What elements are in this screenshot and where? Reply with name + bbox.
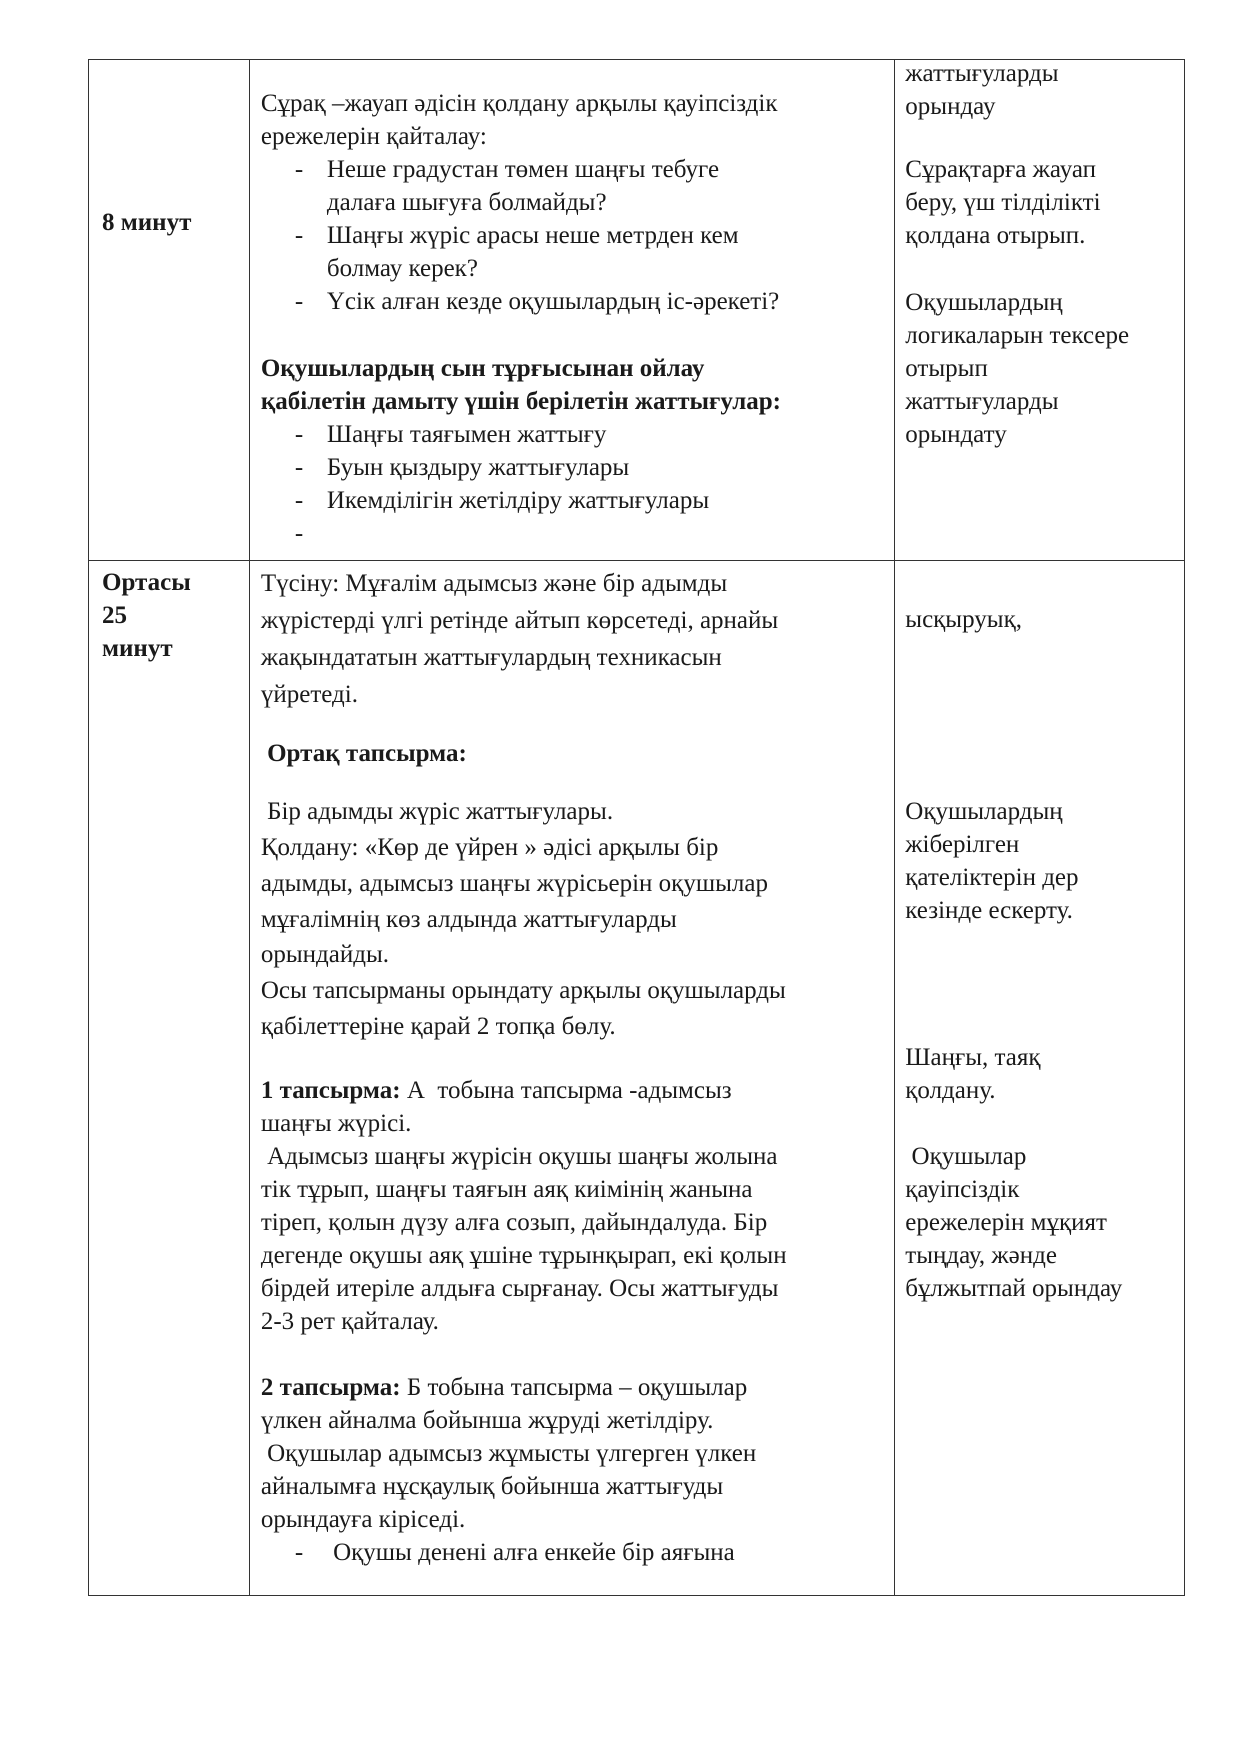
note-line: ережелерін мұқият bbox=[905, 1209, 1107, 1236]
task2-text: Б тобына тапсырма – оқушылар bbox=[400, 1374, 748, 1401]
common-task-heading: Ортақ тапсырма: bbox=[260, 740, 467, 767]
text-line: Оқушылар адымсыз жұмысты үлгерген үлкен bbox=[260, 1440, 757, 1467]
note-line: жаттығуларды bbox=[905, 60, 1059, 87]
note-line: тыңдау, жәнде bbox=[905, 1242, 1057, 1269]
text-line: Осы тапсырманы орындату арқылы оқушыларды bbox=[260, 977, 786, 1004]
text-line: жүрістерді үлгі ретінде айтып көрсетеді, арнайы bbox=[260, 607, 779, 634]
note-line: Шаңғы, таяқ bbox=[905, 1044, 1041, 1071]
text-line: адымды, адымсыз шаңғы жүрісьерін оқушылар bbox=[260, 870, 768, 897]
text-line: үлкен айналма бойынша жұруді жетілдіру. bbox=[260, 1407, 714, 1434]
note-line: жаттығуларды bbox=[905, 388, 1059, 415]
note-line: логикаларын тексере bbox=[905, 322, 1130, 349]
text-line: тік тұрып, шаңғы таяғын аяқ киімінің жанына bbox=[260, 1176, 753, 1203]
exercise-item: Буын қыздыру жаттығулары bbox=[326, 454, 630, 481]
question-line: далаға шығуға болмайды? bbox=[326, 189, 607, 216]
note-line: Сұрақтарға жауап bbox=[905, 156, 1097, 183]
list-dash: - bbox=[294, 1539, 304, 1566]
text-line: айналымға нұсқаулық бойынша жаттығуды bbox=[260, 1473, 724, 1500]
text-line: үйретеді. bbox=[260, 681, 358, 708]
note-line: Оқушылар bbox=[905, 1143, 1027, 1170]
task1-text: А тобына тапсырма -адымсыз bbox=[400, 1077, 732, 1104]
list-dash: - bbox=[294, 454, 304, 481]
task2-line bbox=[261, 1371, 747, 1404]
exercise-heading: қабілетін дамыту үшін берілетін жаттығулар: bbox=[260, 388, 781, 415]
table-row bbox=[88, 561, 1185, 1596]
note-line: бұлжытпай орындау bbox=[905, 1275, 1123, 1302]
text-line: 2-3 рет қайталау. bbox=[260, 1308, 439, 1335]
text-line: мұғалімнің көз алдында жаттығуларды bbox=[260, 906, 677, 933]
note-line: қолдана отырып. bbox=[905, 222, 1086, 249]
note-line: кезінде ескерту. bbox=[905, 897, 1073, 924]
exercise-item: Икемділігін жетілдіру жаттығулары bbox=[326, 487, 710, 514]
question-line: болмау керек? bbox=[326, 255, 478, 282]
activity-cell bbox=[250, 60, 895, 560]
text-line: шаңғы жүрісі. bbox=[260, 1110, 412, 1137]
note-line: беру, үш тілділікті bbox=[905, 189, 1101, 216]
list-dash: - bbox=[294, 520, 304, 547]
text-line: орындайды. bbox=[260, 941, 389, 968]
table-row bbox=[88, 59, 1185, 561]
time-cell bbox=[89, 60, 250, 560]
note-line: қолдану. bbox=[905, 1077, 996, 1104]
intro-line: Сұрақ –жауап әдісін қолдану арқылы қауіпсіздік bbox=[260, 90, 778, 117]
text-line: Адымсыз шаңғы жүрісін оқушы шаңғы жолына bbox=[260, 1143, 778, 1170]
note-line: жіберілген bbox=[905, 831, 1020, 858]
lesson-plan-table bbox=[88, 59, 1185, 1596]
text-line: дегенде оқушы аяқ ұшіне тұрынқырап, екі қолын bbox=[260, 1242, 787, 1269]
intro-line: ережелерін қайталау: bbox=[260, 123, 487, 150]
list-dash: - bbox=[294, 487, 304, 514]
list-dash: - bbox=[294, 288, 304, 315]
note-line: орындату bbox=[905, 421, 1007, 448]
text-line: қабілеттеріне қарай 2 топқа бөлу. bbox=[260, 1013, 616, 1040]
note-line: қауіпсіздік bbox=[905, 1176, 1020, 1203]
text-line: тіреп, қолын дүзу алға созып, дайындалуда. Бір bbox=[260, 1209, 768, 1236]
text-line: жақындататын жаттығулардың техникасын bbox=[260, 644, 722, 671]
list-dash: - bbox=[294, 222, 304, 249]
list-dash: - bbox=[294, 156, 304, 183]
note-line: қателіктерін дер bbox=[905, 864, 1079, 891]
task2-label: 2 тапсырма: bbox=[260, 1374, 401, 1401]
note-line: орындау bbox=[905, 93, 996, 120]
question-line: Неше градустан төмен шаңғы тебуге bbox=[326, 156, 720, 183]
task1-line bbox=[261, 1074, 732, 1107]
resource-cell bbox=[895, 561, 1185, 1595]
time-cell bbox=[89, 561, 250, 1595]
list-item: Оқушы денені алға енкейе бір аяғына bbox=[326, 1539, 735, 1566]
time-label: минут bbox=[102, 635, 173, 662]
note-line: Оқушылардың bbox=[905, 289, 1063, 316]
text-line: бірдей итеріле алдыға сырғанау. Осы жаттығуды bbox=[260, 1275, 779, 1302]
list-dash: - bbox=[294, 421, 304, 448]
time-label: 8 минут bbox=[102, 209, 192, 236]
exercise-item: Шаңғы таяғымен жаттығу bbox=[326, 421, 607, 448]
resource-cell bbox=[895, 60, 1185, 560]
note-line: отырып bbox=[905, 355, 988, 382]
text-line: орындауға кіріседі. bbox=[260, 1506, 466, 1533]
activity-cell bbox=[250, 561, 895, 1595]
time-label: Ортасы bbox=[102, 569, 191, 596]
time-label: 25 bbox=[102, 602, 127, 629]
note-line: Оқушылардың bbox=[905, 798, 1063, 825]
question-line: Шаңғы жүріс арасы неше метрден кем bbox=[326, 222, 739, 249]
text-line: Түсіну: Мұғалім адымсыз және бір адымды bbox=[260, 570, 728, 597]
task1-label: 1 тапсырма: bbox=[260, 1077, 401, 1104]
note-line: ысқыруық, bbox=[905, 606, 1022, 633]
text-line: Қолдану: «Көр де үйрен » әдісі арқылы бір bbox=[260, 834, 719, 861]
question-line: Үсік алған кезде оқушылардың іс-әрекеті? bbox=[326, 288, 780, 315]
text-line: Бір адымды жүріс жаттығулары. bbox=[260, 798, 614, 825]
exercise-heading: Оқушылардың сын тұрғысынан ойлау bbox=[260, 355, 705, 382]
